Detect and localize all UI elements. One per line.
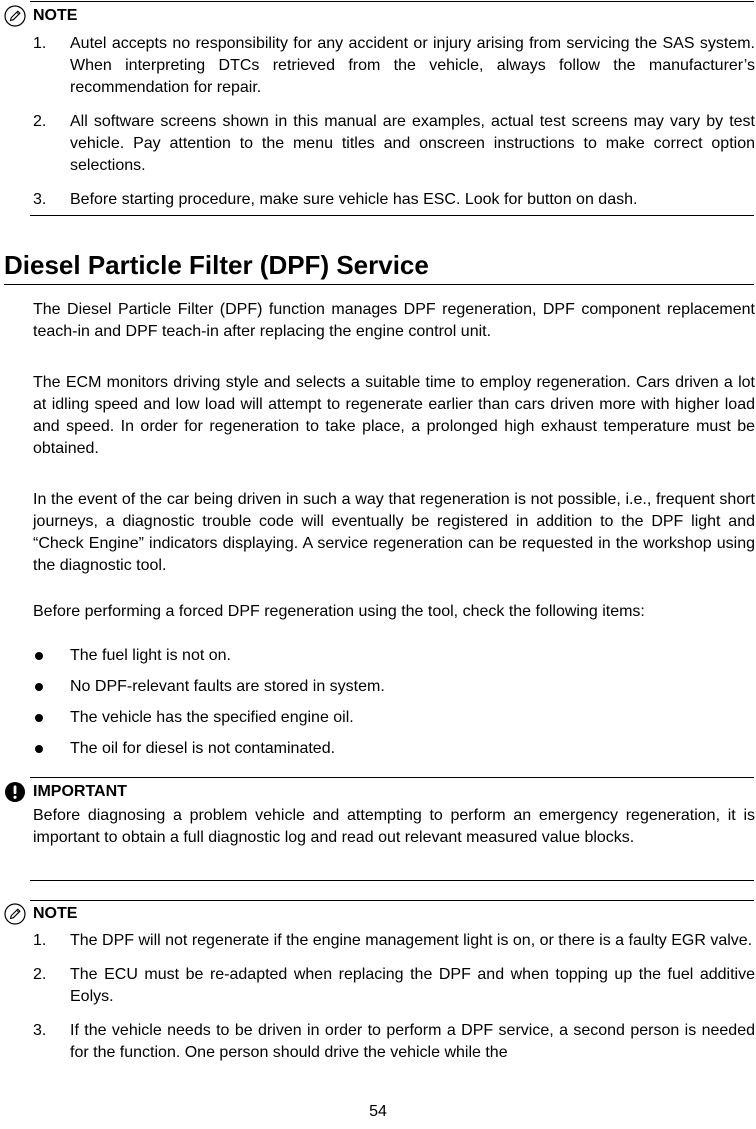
paragraph-event: In the event of the car being driven in such a way that regeneration is not possible, i.e., frequent short journeys, a diagnostic trouble code will eventually be registered in addition to the DPF light and “Check Engine” indicators displaying. A service regeneration can be requested in the workshop using the diagnostic tool. (33, 491, 755, 574)
item-number: 3. (33, 1022, 47, 1039)
bullet-icon (35, 683, 43, 691)
item-text: The oil for diesel is not contaminated. (70, 740, 336, 757)
check-items-list (33, 645, 755, 769)
item-text: If the vehicle needs to be driven in order to perform a DPF service, a second person is needed for the function. One person should drive the vehicle while the (70, 1022, 755, 1061)
important-title: IMPORTANT (33, 783, 127, 800)
list-item (33, 1020, 755, 1064)
paragraph-intro: The Diesel Particle Filter (DPF) function manages DPF regeneration, DPF component replacement teach-in and DPF teach-in after replacing the engine control unit. (33, 301, 755, 340)
note-title: NOTE (33, 7, 78, 24)
list-item (33, 33, 755, 99)
note-list (33, 930, 755, 1076)
list-item (33, 738, 755, 760)
bullet-icon (35, 714, 43, 722)
item-text: No DPF-relevant faults are stored in system. (70, 678, 385, 695)
section-heading: Diesel Particle Filter (DPF) Service (4, 250, 429, 280)
note-top-rule (30, 1, 754, 2)
bullet-icon (35, 745, 43, 753)
important-top-rule (30, 777, 754, 778)
paragraph-ecm: The ECM monitors driving style and selects a suitable time to employ regeneration. Cars driven a lot at idling speed and low load will attempt to regenerate earlier than cars driven more with higher load and speed. In order for regeneration to take place, a prolonged high exhaust temperature must be obtained. (33, 374, 755, 457)
note-bottom-rule (30, 215, 754, 216)
item-text: The fuel light is not on. (70, 647, 231, 664)
note-top-rule (30, 900, 754, 901)
list-item (33, 707, 755, 729)
list-item (33, 111, 755, 177)
note-list (33, 33, 755, 223)
item-text: Autel accepts no responsibility for any accident or injury arising from servicing the SAS system. When interpreting DTCs retrieved from the vehicle, always follow the manufacturer’s recommendation for repair. (70, 35, 755, 96)
important-bottom-rule (30, 880, 754, 881)
item-text: Before starting procedure, make sure vehicle has ESC. Look for button on dash. (70, 191, 638, 208)
list-item (33, 964, 755, 1008)
heading-rule (4, 284, 754, 285)
pencil-note-icon (4, 903, 26, 925)
note-title: NOTE (33, 905, 78, 922)
list-item (33, 645, 755, 667)
paragraph-checklist-intro: Before performing a forced DPF regeneration using the tool, check the following items: (33, 603, 645, 620)
item-text: The DPF will not regenerate if the engine management light is on, or there is a faulty EGR valve. (70, 932, 753, 949)
item-text: The ECU must be re-adapted when replacing the DPF and when topping up the fuel additive Eolys. (70, 966, 755, 1005)
item-number: 2. (33, 966, 47, 983)
list-item (33, 930, 755, 952)
page-number: 54 (369, 1103, 387, 1120)
bullet-icon (35, 652, 43, 660)
item-number: 1. (33, 35, 47, 52)
important-text: Before diagnosing a problem vehicle and attempting to perform an emergency regeneration, it is important to obtain a full diagnostic log and read out relevant measured value blocks. (33, 807, 755, 846)
list-item (33, 676, 755, 698)
item-text: The vehicle has the specified engine oil. (70, 709, 354, 726)
item-number: 2. (33, 113, 47, 130)
item-text: All software screens shown in this manual are examples, actual test screens may vary by test vehicle. Pay attention to the menu titles and onscreen instructions to make correct option selections. (70, 113, 755, 174)
item-number: 1. (33, 932, 47, 949)
item-number: 3. (33, 191, 47, 208)
pencil-note-icon (4, 5, 26, 27)
list-item (33, 189, 755, 211)
exclamation-warning-icon (4, 781, 26, 803)
